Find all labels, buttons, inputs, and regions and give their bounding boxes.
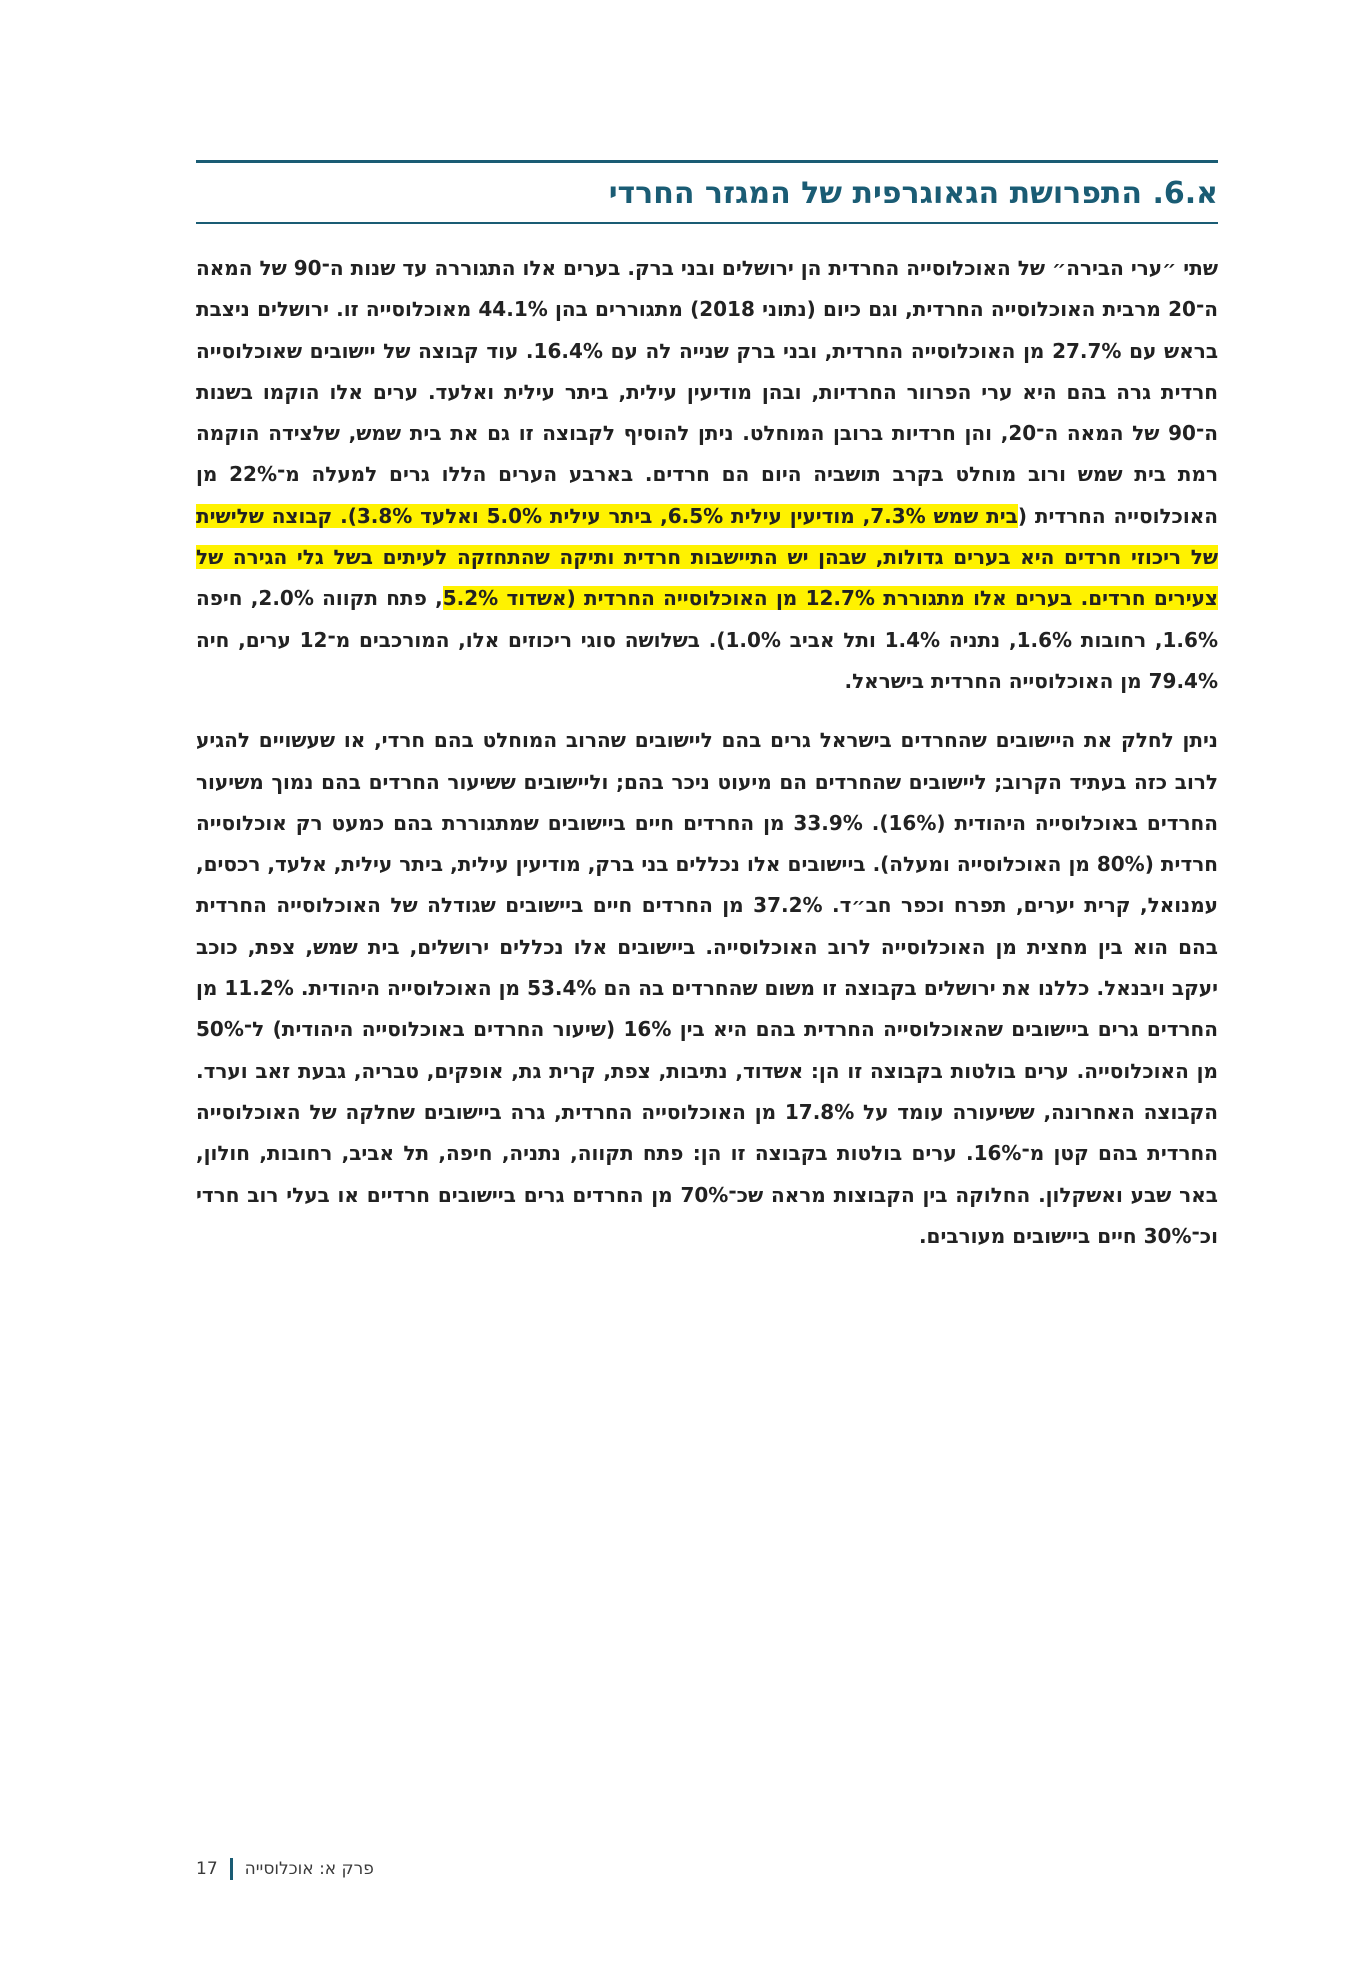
body-text bbox=[196, 248, 1218, 1275]
title-top-rule bbox=[196, 160, 1218, 163]
paragraph-1-text-b: , פתח תקווה 2.0%, חיפה 1.6%, רחובות 1.6%, נתניה 1.4% ותל אביב 1.0%). בשלושה סוגי ריכוזים אלו, המורכבים מ־12 ערים, חיה 79.4% מן האוכלוסייה החרדית בישראל. bbox=[196, 586, 1218, 693]
footer-separator bbox=[230, 1858, 233, 1880]
paragraph-1-text-a: שתי ״ערי הבירה״ של האוכלוסייה החרדית הן ירושלים ובני ברק. בערים אלו התגוררה עד שנות ה־90 של המאה ה־20 מרבית האוכלוסייה החרדית, וגם כיום (נתוני 2018) מתגוררים בהן 44.1% מאוכלוסייה זו. ירושלים ניצבת בראש עם 27.7% מן האוכלוסייה החרדית, ובני ברק שנייה לה עם 16.4%. עוד קבוצה של יישובים שאוכלוסייה חרדית גרה בהם היא ערי הפרוור החרדיות, ובהן מודיעין עילית, ביתר עילית ואלעד. ערים אלו הוקמו בשנות ה־90 של המאה ה־20, והן חרדיות ברובן המוחלט. ניתן להוסיף לקבוצה זו גם את בית שמש, שלצידה הוקמה רמת בית שמש ורוב מוחלט בקרב תושביה היום הם חרדים. בארבע הערים הללו גרים למעלה מ־22% מן האוכלוסייה החרדית ( bbox=[196, 256, 1219, 528]
chapter-label: פרק א: אוכלוסייה bbox=[244, 1859, 374, 1879]
section-title: א.6. התפרושת הגאוגרפית של המגזר החרדי bbox=[608, 176, 1218, 211]
page-footer bbox=[196, 1858, 374, 1880]
emphasized-word: היהודית bbox=[308, 976, 380, 1001]
paragraph-2-text-a: ניתן לחלק את היישובים שהחרדים בישראל גרים בהם ליישובים שהרוב המוחלט בהם חרדי, או שעשויים להגיע לרוב כזה בעתיד הקרוב; ליישובים שהחרדים הם מיעוט ניכר בהם; וליישובים ששיעור החרדים בהם נמוך משיעור החרדים באוכלוסייה היהודית (16%). 33.9% מן החרדים חיים ביישובים שמתגוררת בהם כמעט רק אוכלוסייה חרדית (80% מן האוכלוסייה ומעלה). ביישובים אלו נכללים בני ברק, מודיעין עילית, ביתר עילית, אלעד, רכסים, עמנואל, קרית יערים, תפרח וכפר חב״ד. 37.2% מן החרדים חיים ביישובים שגודלה של האוכלוסייה החרדית בהם הוא בין מחצית מן האוכלוסייה לרוב האוכלוסייה. ביישובים אלו נכללים ירושלים, בית שמש, צפת, כוכב יעקב ויבנאל. כללנו את ירושלים בקבוצה זו משום שהחרדים בה הם 53.4% מן האוכלוסייה bbox=[196, 728, 1219, 1001]
paragraph-2 bbox=[196, 720, 1218, 1257]
paragraph-1 bbox=[196, 248, 1218, 702]
paragraph-2-text-b: . 11.2% מן החרדים גרים ביישובים שהאוכלוסייה החרדית בהם היא בין 16% (שיעור החרדים באוכלוסייה היהודית) ל־50% מן האוכלוסייה. ערים בולטות בקבוצה זו הן: אשדוד, נתיבות, צפת, קרית גת, אופקים, טבריה, גבעת זאב וערד. הקבוצה האחרונה, ששיעורה עומד על 17.8% מן האוכלוסייה החרדית, גרה ביישובים שחלקה של האוכלוסייה החרדית בהם קטן מ־16%. ערים בולטות בקבוצה זו הן: פתח תקווה, נתניה, חיפה, תל אביב, רחובות, חולון, באר שבע ואשקלון. החלוקה בין הקבוצות מראה שכ־70% מן החרדים גרים ביישובים חרדיים או בעלי רוב חרדי וכ־30% חיים ביישובים מעורבים. bbox=[196, 976, 1218, 1248]
page-number: 17 bbox=[196, 1859, 218, 1879]
highlighted-text: בית שמש 7.3%, מודיעין עילית 6.5%, ביתר עילית 5.0% ואלעד 3.8%). קבוצה שלישית של ריכוזי חרדים היא בערים גדולות, שבהן יש התיישבות חרדית ותיקה שהתחזקה לעיתים בשל גלי הגירה של צעירים חרדים. בערים אלו מתגוררת 12.7% מן האוכלוסייה החרדית (אשדוד 5.2% bbox=[196, 503, 1218, 611]
title-bottom-rule bbox=[196, 222, 1218, 224]
